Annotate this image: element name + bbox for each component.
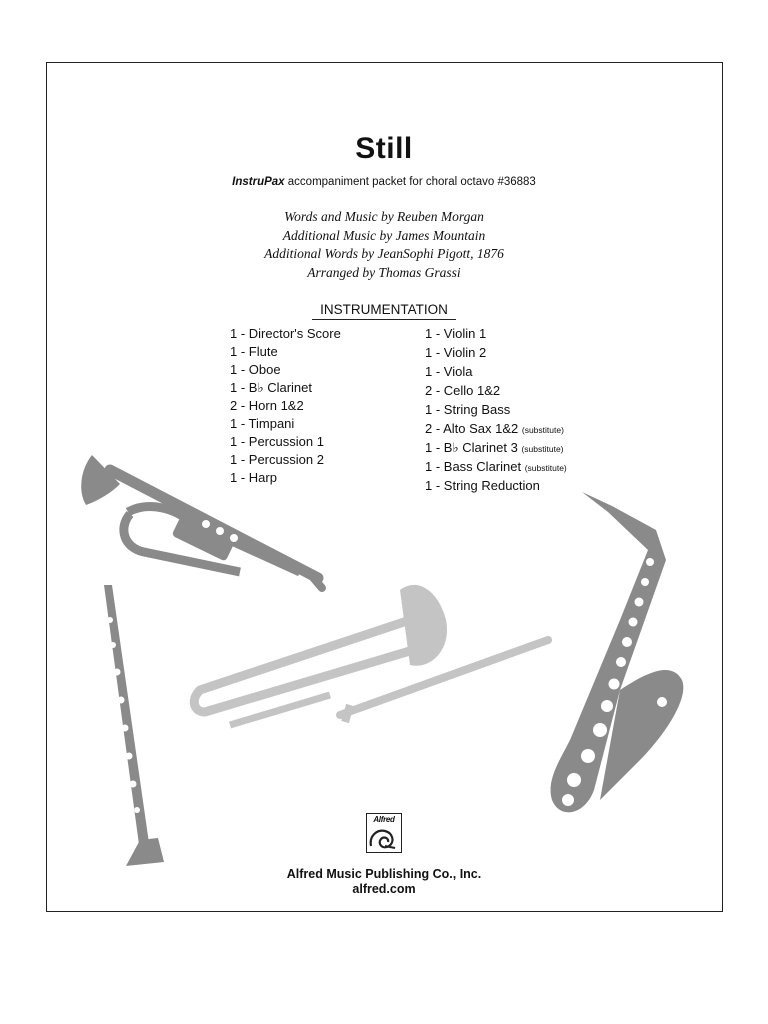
publisher-website: alfred.com bbox=[352, 882, 416, 896]
parts-list-left bbox=[230, 325, 341, 487]
part-item: 1 - Flute bbox=[230, 344, 278, 359]
credit-line: Additional Words by JeanSophi Pigott, 1876 bbox=[264, 246, 504, 261]
part-item: 1 - Viola bbox=[425, 364, 473, 379]
logo-wordmark: Alfred bbox=[373, 815, 395, 824]
trombone-icon bbox=[194, 585, 548, 725]
clarinet-icon bbox=[104, 585, 164, 866]
parts-list-right bbox=[425, 325, 567, 496]
publisher-block bbox=[0, 867, 768, 897]
part-item: 1 - Percussion 2 bbox=[230, 452, 324, 467]
alfred-logo bbox=[366, 813, 402, 853]
publisher-name: Alfred Music Publishing Co., Inc. bbox=[286, 867, 482, 881]
part-item: 1 - Violin 2 bbox=[425, 345, 487, 360]
credit-line: Arranged by Thomas Grassi bbox=[307, 264, 461, 280]
part-item: 2 - Cello 1&2 bbox=[425, 383, 501, 398]
part-item: 2 - Horn 1&2 bbox=[230, 398, 304, 413]
credits-block bbox=[0, 208, 768, 282]
credit-line: Additional Music by James Mountain bbox=[282, 227, 486, 243]
subtitle-text: accompaniment packet for choral octavo #36883 bbox=[284, 176, 536, 188]
page-title: Still bbox=[355, 132, 413, 165]
part-item: 1 - Harp bbox=[230, 470, 277, 485]
part-item: 1 - B♭ Clarinet bbox=[230, 380, 312, 395]
part-item: 1 - String Reduction bbox=[425, 478, 540, 493]
part-item: 1 - Oboe bbox=[230, 362, 281, 377]
logo-emblem-icon bbox=[367, 826, 400, 852]
part-item: 1 - B♭ Clarinet 3 (substitute) bbox=[425, 440, 564, 455]
part-item: 1 - Timpani bbox=[230, 416, 295, 431]
part-item: 1 - Director's Score bbox=[230, 326, 341, 341]
part-item: 1 - Bass Clarinet (substitute) bbox=[425, 459, 567, 474]
subtitle-brand: InstruPax bbox=[232, 176, 285, 188]
saxophone-icon bbox=[551, 492, 684, 812]
credit-line: Words and Music by Reuben Morgan bbox=[284, 209, 484, 224]
part-item: 2 - Alto Sax 1&2 (substitute) bbox=[425, 421, 564, 436]
instrumentation-heading: INSTRUMENTATION bbox=[312, 302, 456, 320]
part-item: 1 - Percussion 1 bbox=[230, 434, 324, 449]
packet-subtitle bbox=[0, 176, 768, 188]
part-item: 1 - Violin 1 bbox=[425, 326, 487, 341]
part-item: 1 - String Bass bbox=[425, 402, 511, 417]
